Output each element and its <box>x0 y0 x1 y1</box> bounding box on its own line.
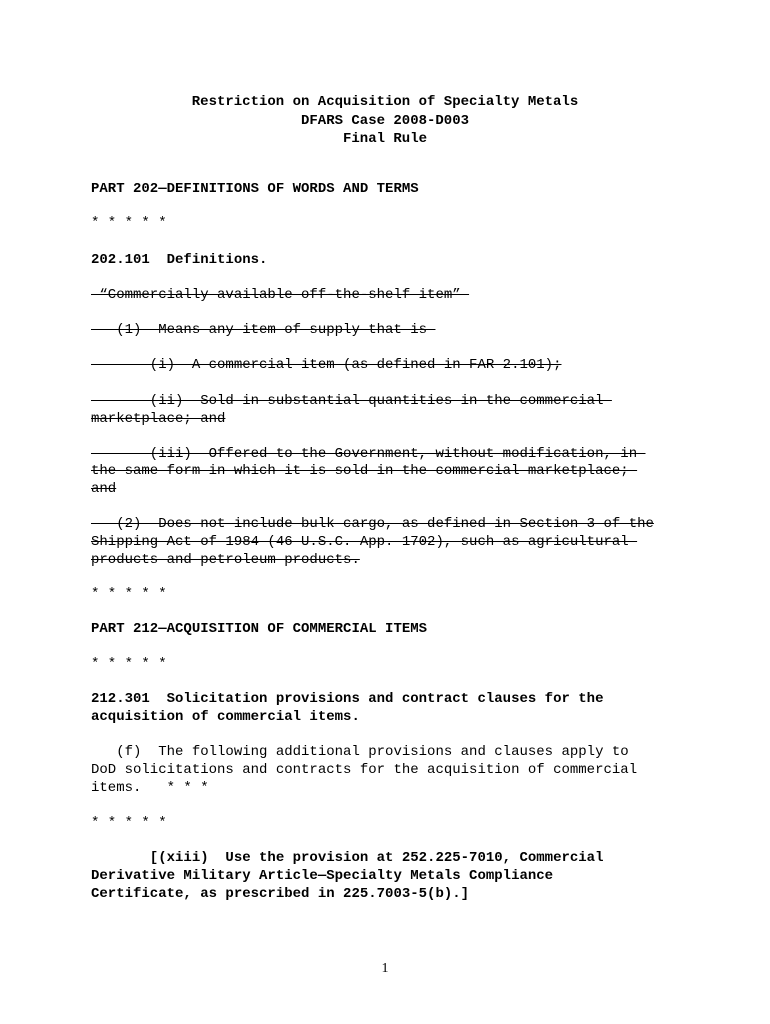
deleted-paragraph-1-iii-line3: and <box>91 481 117 497</box>
inserted-paragraph-xiii-line1: [(xiii) Use the provision at 252.225-7010, Commercial <box>91 850 604 866</box>
ellipsis-stars: * * * * * <box>91 586 167 602</box>
ellipsis-stars: * * * * * <box>91 815 167 831</box>
page-number: 1 <box>381 961 389 976</box>
document-subtitle: Final Rule <box>342 131 427 147</box>
paragraph-f-line2: DoD solicitations and contracts for the acquisition of commercial <box>91 762 638 778</box>
section-212-301-heading-line1: 212.301 Solicitation provisions and contract clauses for the <box>91 691 604 707</box>
case-number: DFARS Case 2008-D003 <box>300 113 470 129</box>
part-202-heading: PART 202—DEFINITIONS OF WORDS AND TERMS <box>91 181 419 197</box>
part-212-heading: PART 212—ACQUISITION OF COMMERCIAL ITEMS <box>91 621 428 637</box>
deleted-paragraph-1-iii-line2: the same form in which it is sold in the commercial marketplace; <box>91 463 638 479</box>
deleted-paragraph-1-ii-line2: marketplace; and <box>91 411 226 427</box>
deleted-paragraph-1-iii-line1: (iii) Offered to the Government, without modification, in <box>91 446 646 462</box>
paragraph-f-line3: items. * * * <box>91 780 209 796</box>
section-212-301-heading-line2: acquisition of commercial items. <box>91 709 360 725</box>
section-202-101-heading: 202.101 Definitions. <box>91 252 268 268</box>
deleted-paragraph-1-ii-line1: (ii) Sold in substantial quantities in the commercial <box>91 393 612 409</box>
inserted-paragraph-xiii-line3: Certificate, as prescribed in 225.7003-5(b).] <box>91 886 470 902</box>
deleted-paragraph-2-line1: (2) Does not include bulk cargo, as defined in Section 3 of the <box>91 516 654 532</box>
document-title: Restriction on Acquisition of Specialty Metals <box>191 94 579 110</box>
ellipsis-stars: * * * * * <box>91 656 167 672</box>
ellipsis-stars: * * * * * <box>91 215 167 231</box>
inserted-paragraph-xiii-line2: Derivative Military Article—Specialty Metals Compliance <box>91 868 554 884</box>
deleted-paragraph-1: (1) Means any item of supply that is <box>91 322 436 338</box>
paragraph-f-line1: (f) The following additional provisions and clauses apply to <box>91 744 629 760</box>
deleted-paragraph-2-line3: products and petroleum products. <box>91 552 360 568</box>
deleted-term: “Commercially available off-the-shelf item” <box>91 287 470 303</box>
deleted-paragraph-2-line2: Shipping Act of 1984 (46 U.S.C. App. 1702), such as agricultural <box>91 534 638 550</box>
deleted-paragraph-1-i: (i) A commercial item (as defined in FAR 2.101); <box>91 357 562 373</box>
